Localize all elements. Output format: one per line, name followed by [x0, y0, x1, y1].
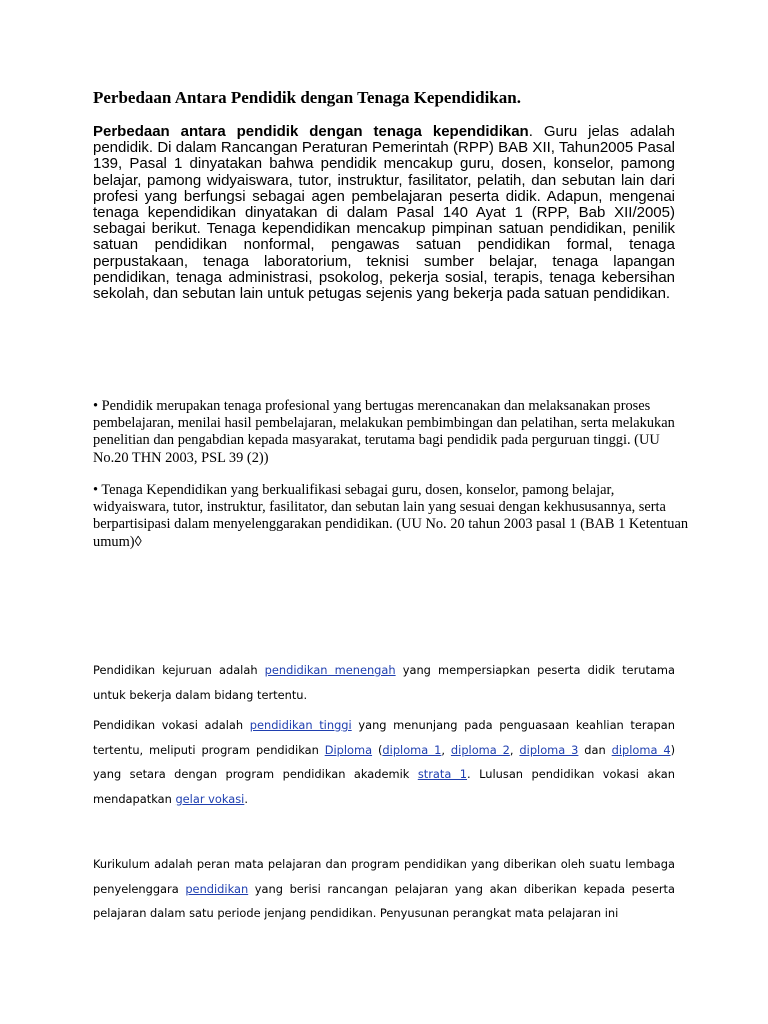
link-gelar-vokasi[interactable]: gelar vokasi — [175, 791, 245, 806]
vokasi-text-6: dan — [578, 742, 612, 757]
kejuruan-text-2: yang mempersiapkan peserta didik terutama untuk bekerja dalam bidang tertentu. — [93, 663, 675, 702]
vokasi-text-1: Pendidikan vokasi adalah — [93, 718, 250, 732]
kejuruan-paragraph — [93, 658, 675, 707]
link-pendidikan-menengah[interactable]: pendidikan menengah — [264, 663, 396, 677]
link-pendidikan-tinggi[interactable]: pendidikan tinggi — [249, 718, 352, 732]
bullet-pendidik: • Pendidik merupakan tenaga profesional yang bertugas merencanakan dan melaksanakan proses pembelajaran, menilai hasil pembelajaran, melakukan pembimbingan dan pelatihan, serta melakukan penelitian dan pengabdian kepada masyarakat, terutama bagi pendidik pada perguruan tinggi. (UU No.20 THN 2003, PSL 39 (2)) — [93, 398, 675, 466]
link-diploma-2[interactable]: diploma 2 — [450, 742, 510, 757]
vokasi-text-5: , — [509, 742, 520, 757]
vokasi-text-9: . — [244, 791, 248, 806]
intro-body: . Guru jelas adalah pendidik. Di dalam Rancangan Peraturan Pemerintah (RPP) BAB XII, Tahun2005 Pasal 139, Pasal 1 dinyatakan bahwa pendidik mencakup guru, dosen, konselor, pamong belajar, pamong widyaiswara, tutor, instruktur, fasilitator, pelatih, dan sebutan lain dari profesi yang berfungsi sebagai agen pembelajaran peserta didik. Adapun, mengenai tenaga kependidikan dinyatakan di dalam Pasal 140 Ayat 1 (RPP, Bab XII/2005) sebagai berikut. Tenaga kependidikan mencakup pimpinan satuan pendidikan, penilik satuan pendidikan nonformal, pengawas satuan pendidikan formal, tenaga perpustakaan, tenaga laboratorium, teknisi sumber belajar, tenaga lapangan pendidikan, tenaga administrasi, psokolog, pekerja sosial, terapis, tenaga kebersihan sekolah, dan sebutan lain untuk petugas sejenis yang bekerja pada satuan pendidikan. — [93, 123, 675, 303]
link-diploma[interactable]: Diploma — [324, 742, 373, 757]
vokasi-text-4: , — [441, 742, 451, 757]
link-strata-1[interactable]: strata 1 — [417, 767, 468, 781]
kejuruan-text-1: Pendidikan kejuruan adalah — [93, 663, 265, 677]
kurikulum-text-2: yang berisi rancangan pelajaran yang akan diberikan kepada peserta pelajaran dalam satu periode jenjang pendidikan. Penyusunan perangkat mata pelajaran ini — [93, 881, 675, 920]
vokasi-text-7: ) yang setara dengan program pendidikan akademik — [93, 742, 676, 781]
kurikulum-paragraph — [93, 852, 675, 926]
link-diploma-1[interactable]: diploma 1 — [382, 742, 442, 757]
link-diploma-3[interactable]: diploma 3 — [519, 742, 579, 757]
link-pendidikan[interactable]: pendidikan — [185, 881, 249, 896]
vokasi-text-8: . Lulusan pendidikan vokasi akan mendapatkan — [93, 767, 676, 806]
vokasi-text-2: yang menunjang pada penguasaan keahlian terapan tertentu, meliputi program pendidikan — [93, 718, 675, 757]
page-title: Perbedaan Antara Pendidik dengan Tenaga Kependidikan. — [93, 88, 521, 107]
link-diploma-4[interactable]: diploma 4 — [611, 742, 671, 757]
intro-paragraph — [93, 124, 675, 302]
vokasi-paragraph — [93, 713, 675, 811]
vokasi-text-3: ( — [372, 742, 383, 757]
intro-lead: Perbedaan antara pendidik dengan tenaga kependidikan — [93, 123, 529, 140]
bullet-tenaga-kependidikan: • Tenaga Kependidikan yang berkualifikasi sebagai guru, dosen, konselor, pamong belajar, widyaiswara, tutor, instruktur, fasilitator, dan sebutan lain yang sesuai dengan kekhususannya, serta berpartisipasi dalam menyelenggarakan pendidikan. (UU No. 20 tahun 2003 pasal 1 (BAB 1 Ketentuan umum)◊ — [93, 482, 689, 550]
kurikulum-text-1: Kurikulum adalah peran mata pelajaran dan program pendidikan yang diberikan oleh suatu lembaga penyelenggara — [93, 857, 675, 896]
